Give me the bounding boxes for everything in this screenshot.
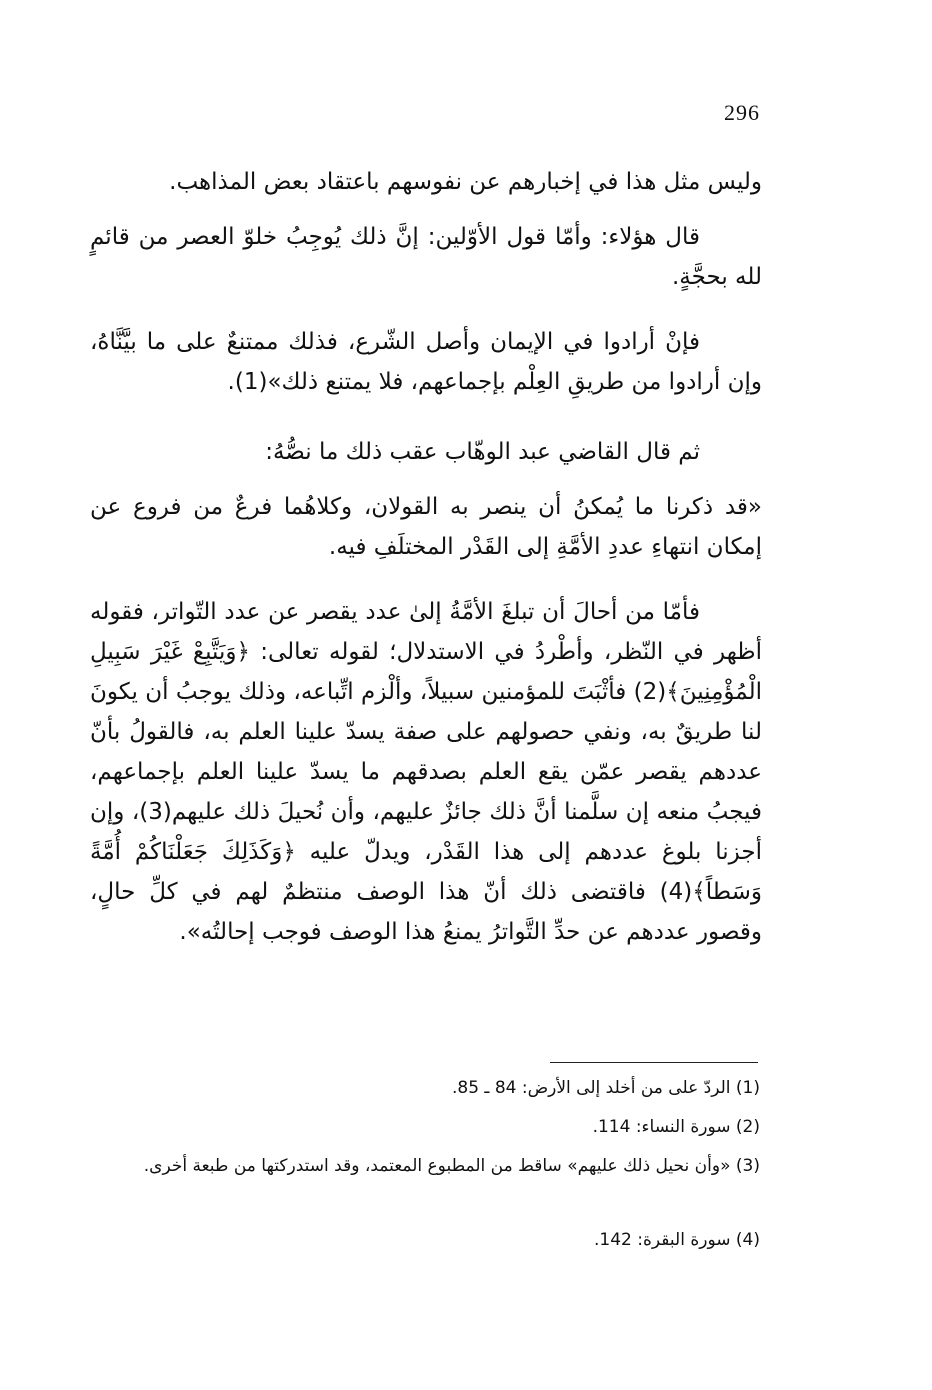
footnote-text: سورة النساء: 114. — [592, 1117, 731, 1137]
footnote-separator — [550, 1062, 758, 1063]
paragraph-1: وليس مثل هذا في إخبارهم عن نفوسهم باعتقاد بعض المذاهب. — [169, 169, 762, 195]
footnote-3 — [66, 1152, 760, 1180]
paragraph-6: فأمّا من أحالَ أن تبلغَ الأمَّةُ إلىٰ عدد يقصر عن عدد التّواتر، فقوله أظهر في النّظر، وأطْردُ في الاستدلال؛ لقوله تعالى: ﴿وَيَتَّبِعْ غَيْرَ سَبِيلِ الْمُؤْمِنِينَ﴾(2) فأثْبَتَ للمؤمنين سبيلاً، وألْزم اتِّباعه، وذلك يوجبُ أن يكونَ لنا طريقٌ به، ونفي حصولهم على صفة يسدّ علينا العلم به، فالقولُ بأنّ عددهم يقصر عمّن يقع العلم بصدقهم ما يسدّ علينا العلم بإجماعهم، فيجبُ منعه إن سلَّمنا أنَّ ذلك جائزٌ عليهم، وأن نُحيلَ ذلك عليهم(3)، وإن أجزنا بلوغ عددهم إلى هذا القَدْر، ويدلّ عليه ﴿وَكَذَلِكَ جَعَلْنَاكُمْ أُمَّةً وَسَطاً﴾(4) فاقتضى ذلك أنّ هذا الوصف منتظمٌ لهم في كلِّ حالٍ، وقصور عددهم عن حدِّ التَّواترُ يمنعُ هذا الوصف فوجب إحالتُه». — [90, 599, 762, 945]
paragraph-2: قال هؤلاء: وأمّا قول الأوّلين: إنَّ ذلك يُوجِبُ خلوّ العصر من قائمٍ لله بحجَّةٍ. — [90, 224, 762, 290]
paragraph-3: فإنْ أرادوا في الإيمان وأصل الشّرع، فذلك ممتنعٌ على ما بيَّنَّاهُ، وإن أرادوا من طريقِ العِلْم بإجماعهم، فلا يمتنع ذلك»(1). — [90, 329, 762, 395]
page-number: 296 — [724, 100, 760, 125]
footnote-text: سورة البقرة: 142. — [594, 1230, 731, 1250]
footnote-marker: (4) — [735, 1230, 760, 1250]
footnote-2 — [593, 1113, 760, 1141]
footnote-4 — [594, 1226, 760, 1254]
footnote-marker: (2) — [735, 1117, 760, 1137]
footnote-text: «وأن نحيل ذلك عليهم» ساقط من المطبوع المعتمد، وقد استدركتها من طبعة أخرى. — [143, 1156, 731, 1176]
footnote-marker: (3) — [735, 1156, 760, 1176]
paragraph-5: «قد ذكرنا ما يُمكنُ أن ينصر به القولان، وكلاهُما فرعٌ من فروع عن إمكان انتهاءِ عددِ الأمَّةِ إلى القَدْر المختلَفِ فيه. — [90, 494, 762, 560]
footnote-1 — [452, 1074, 760, 1102]
paragraph-4: ثم قال القاضي عبد الوهّاب عقب ذلك ما نصُّهُ: — [265, 439, 700, 465]
footnote-text: الردّ على من أخلد إلى الأرض: 84 ـ 85. — [451, 1078, 731, 1098]
footnote-marker: (1) — [735, 1078, 760, 1098]
